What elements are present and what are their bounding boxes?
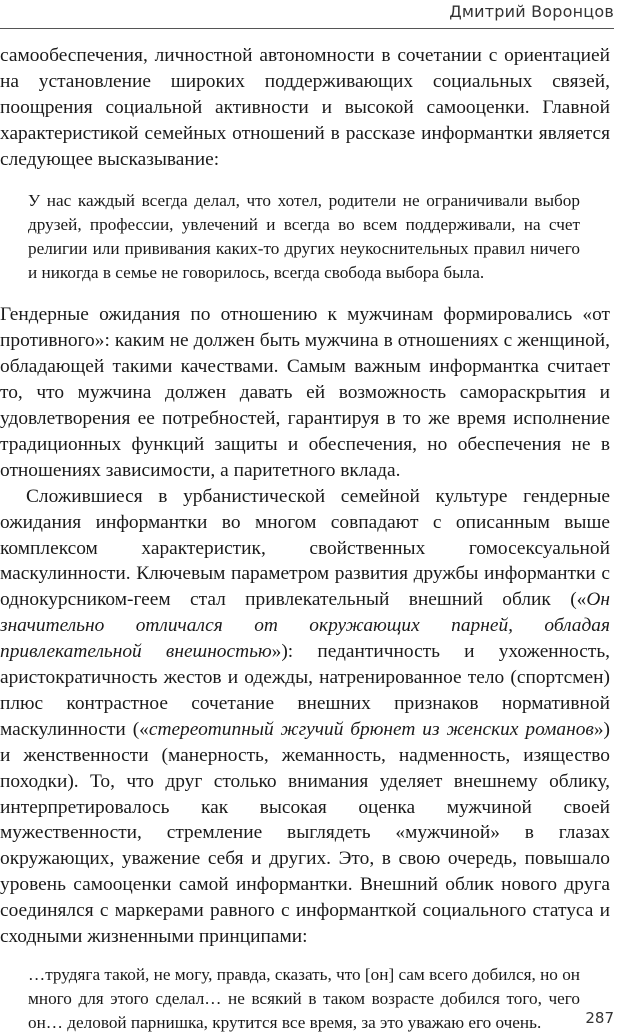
paragraph-2: Гендерные ожидания по отношению к мужчинам формировались «от противного»: каким не должен быть мужчина в отношениях с женщиной, обладающей такими качествами. Самым важным информантка считает то, что мужчина должен давать ей возможность самораскрытия и удовлетворения ее потребностей, гарантируя в то же время исполнение традиционных функций защиты и обеспечения, но обеспечения не в отношениях зависимости, а паритетного вклада.: [0, 304, 610, 481]
paragraph-3-text-3: ») и женственности (манерность, жеманность, надменность, изящество походки). То, что друг столько внимания уделяет внешнему облику, интерпретировалось как высокая оценка мужчиной своей мужественности, стремление выглядеть «мужчиной» в глазах окружающих, уважение себя и других. Это, в свою очередь, повышало уровень самооценки самой информантки. Внешний облик нового друга соединялся с маркерами равного с информанткой социального статуса и сходными жизненными принципами:: [0, 718, 610, 948]
paragraph-3-text-1: Сложившиеся в урбанистической семейной культуре гендерные ожидания информантки во многом совпадают с описанным выше комплексом характеристик, свойственных гомосексуальной маскулинности. Ключевым параметром развития дружбы информантки с однокурсником-геем стал привлекательный внешний облик («: [0, 485, 610, 611]
block-quote-2: …трудяга такой, не могу, правда, сказать, что [он] сам всего добился, но он много для этого сделал… не всякий в таком возрасте добился того, чего он… деловой парнишка, крутится все время, за это уважаю его очень.: [28, 965, 580, 1033]
paragraph-3-italic-quote-1: Он значительно отличался от окружающих парней, обладая привлекательной внешностью: [0, 589, 610, 663]
block-quote-1: У нас каждый всегда делал, что хотел, родители не ограничивали выбор друзей, профессии, увлечений и всегда во всем поддерживали, на счет религии или прививания каких-то других неукоснительных правил ничего и никогда в семье не говорилось, всегда свобода выбора была.: [28, 190, 580, 283]
page-number: 287: [585, 1009, 614, 1027]
paragraph-3-italic-quote-2: стереотипный жгучий брюнет из женских романов: [148, 718, 594, 740]
page-body: [0, 43, 610, 1036]
header-rule: [0, 28, 614, 29]
running-head-author: Дмитрий Воронцов: [449, 2, 614, 21]
paragraph-3-text-2: »): педантичность и ухоженность, аристократичность жестов и одежды, натренированное тело (спортсмен) плюс контрастное сочетание внешних признаков нормативной маскулинности («: [0, 641, 611, 740]
paragraph-3: [0, 484, 610, 950]
paragraph-1: самообеспечения, личностной автономности в сочетании с ориентацией на установление широких поддерживающих социальных связей, поощрения социальной активности и высокой самооценки. Главной характеристикой семейных отношений в рассказе информантки является следующее высказывание:: [0, 45, 610, 170]
